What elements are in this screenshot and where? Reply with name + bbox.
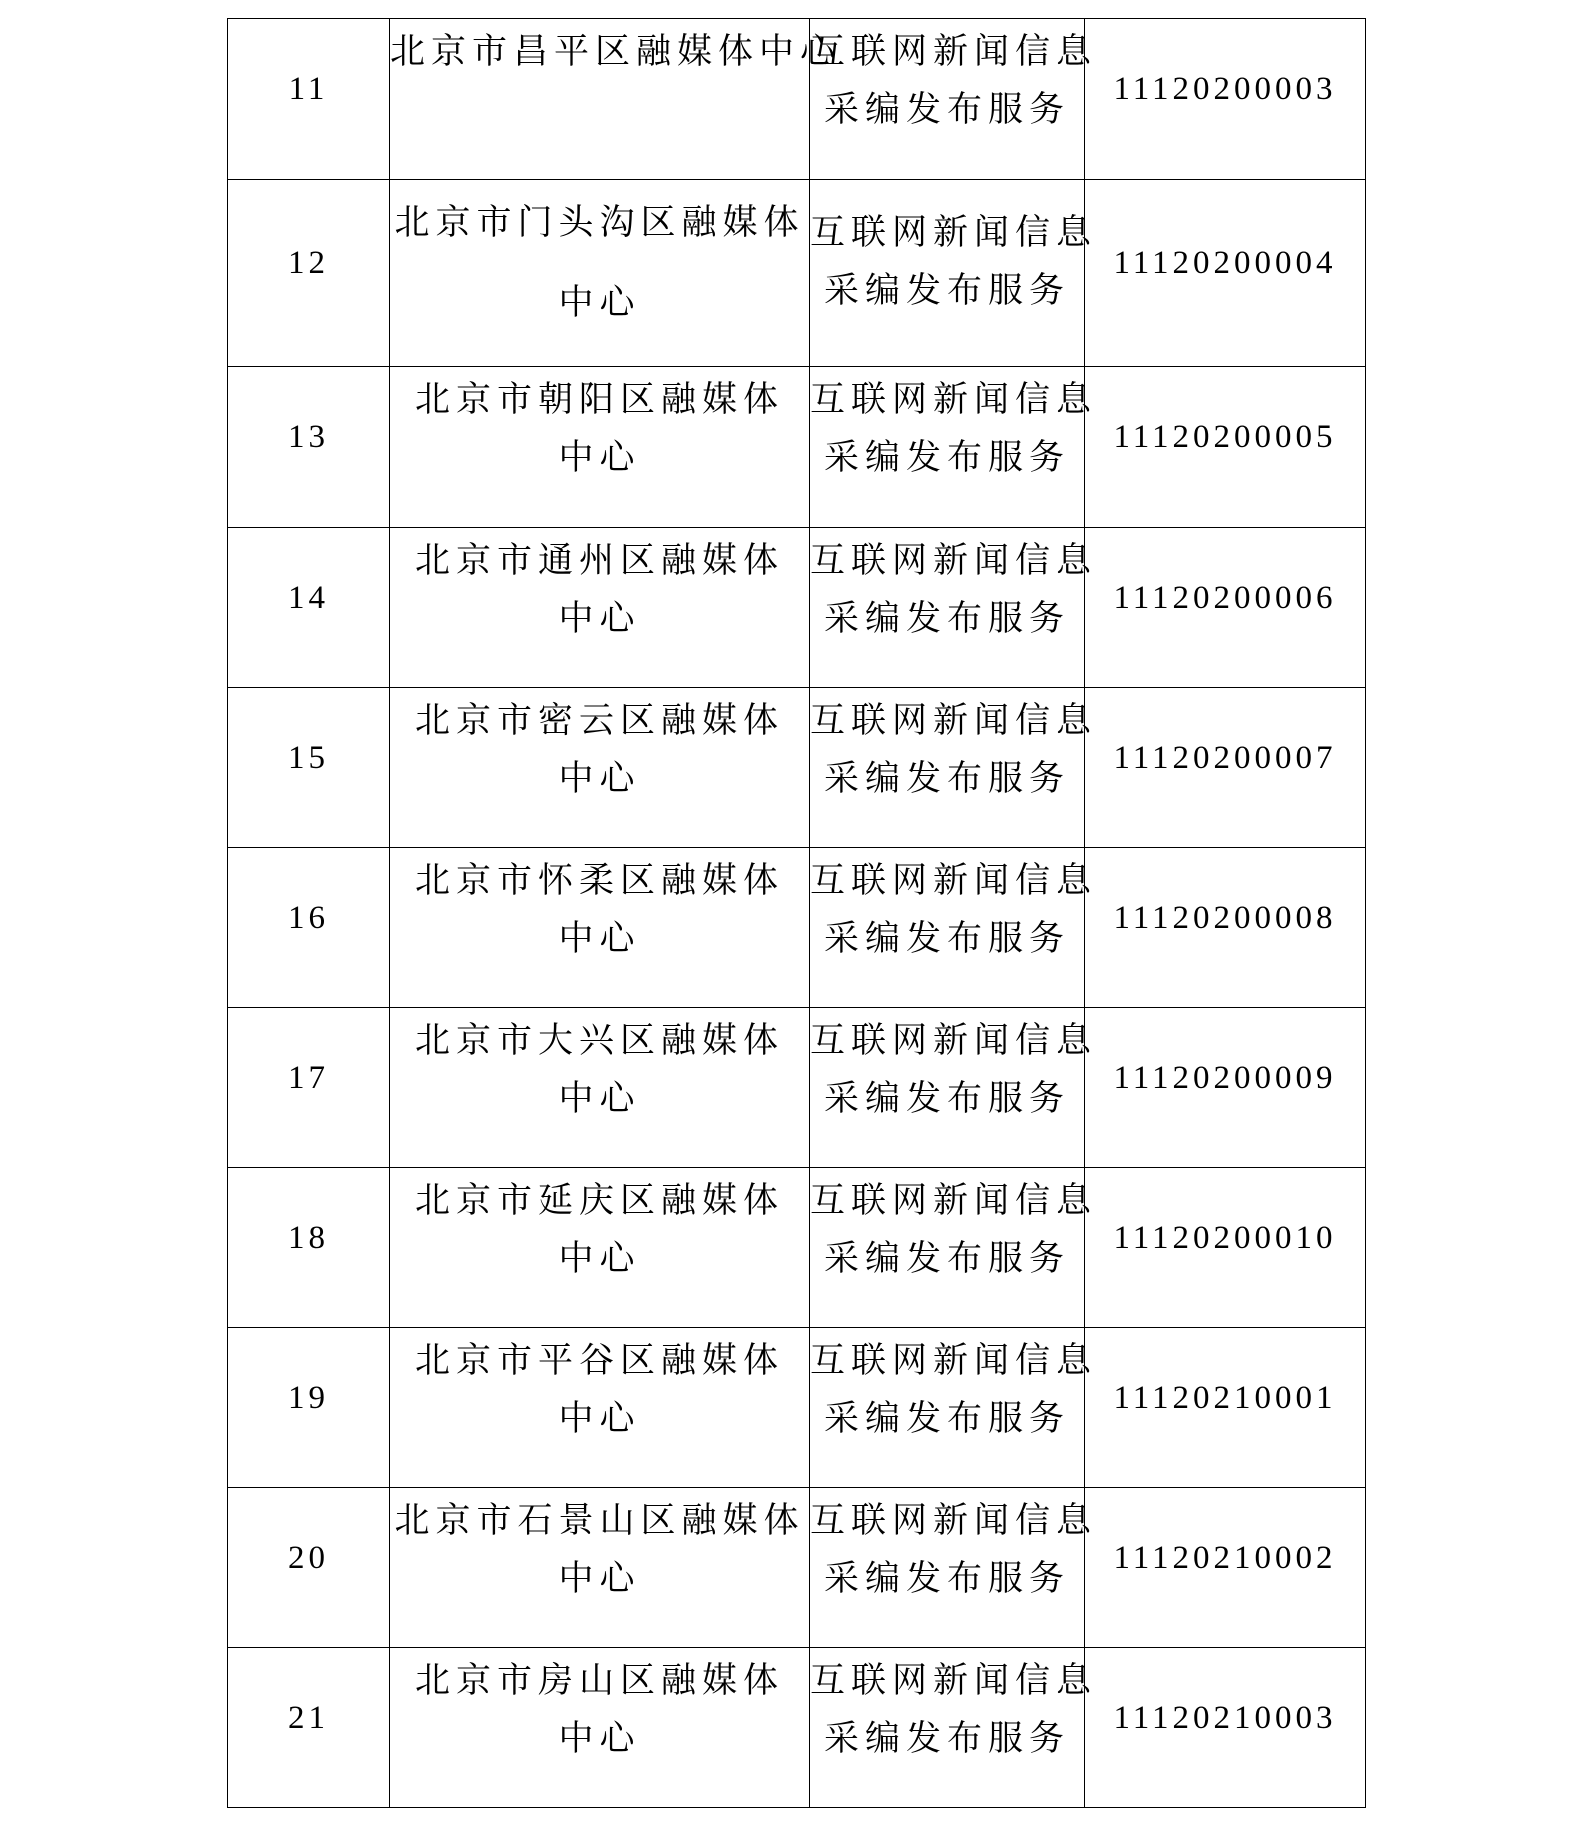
- service-type-line: 采编发布服务: [823, 1399, 1070, 1439]
- service-type-line: 互联网新闻信息: [810, 213, 1098, 253]
- table-row: [228, 688, 1366, 848]
- table-row: [228, 180, 1366, 367]
- organization-name: [390, 1168, 810, 1328]
- service-type-line: 采编发布服务: [823, 271, 1070, 311]
- organization-name-line: 北京市门头沟区融媒体: [394, 203, 805, 243]
- organization-name-line: 北京市通州区融媒体: [414, 541, 784, 581]
- organization-name-line: 中心: [558, 1079, 641, 1119]
- service-type-line: 互联网新闻信息: [810, 1661, 1098, 1701]
- service-type: [810, 848, 1098, 1008]
- table-row: [228, 367, 1366, 528]
- service-type-line: 采编发布服务: [823, 919, 1070, 959]
- license-code: 11120210002: [1085, 1488, 1366, 1648]
- organization-name-line: 北京市石景山区融媒体: [394, 1501, 805, 1541]
- organization-name: [390, 848, 810, 1008]
- service-type-line: 采编发布服务: [823, 599, 1070, 639]
- service-type-line: 采编发布服务: [823, 1079, 1070, 1119]
- license-code: 11120210003: [1085, 1648, 1366, 1808]
- service-type-line: 互联网新闻信息: [810, 861, 1098, 901]
- table-row: [228, 848, 1366, 1008]
- organization-name-line: 北京市大兴区融媒体: [414, 1021, 784, 1061]
- row-number: 12: [228, 180, 390, 367]
- table-row: [228, 1328, 1366, 1488]
- table-row: [228, 528, 1366, 688]
- service-type: [810, 367, 1098, 528]
- table-row: [228, 1648, 1366, 1808]
- registry-table: [227, 18, 1366, 1808]
- organization-name-line: 北京市怀柔区融媒体: [414, 861, 784, 901]
- row-number: 15: [228, 688, 390, 848]
- service-type-line: 互联网新闻信息: [810, 1021, 1098, 1061]
- organization-name: [390, 1488, 810, 1648]
- organization-name-line: 北京市房山区融媒体: [414, 1661, 784, 1701]
- license-code: 11120200004: [1085, 180, 1366, 367]
- service-type-line: 互联网新闻信息: [810, 380, 1098, 420]
- row-number: 19: [228, 1328, 390, 1488]
- service-type-line: 采编发布服务: [823, 1239, 1070, 1279]
- service-type: [810, 1008, 1098, 1168]
- service-type: [810, 1648, 1098, 1808]
- table-row: [228, 19, 1366, 180]
- row-number: 16: [228, 848, 390, 1008]
- license-code: 11120200006: [1085, 528, 1366, 688]
- row-number: 11: [228, 19, 390, 180]
- service-type: [810, 180, 1098, 367]
- row-number: 20: [228, 1488, 390, 1648]
- service-type-line: 采编发布服务: [823, 759, 1070, 799]
- organization-name-line: 中心: [558, 1719, 641, 1759]
- service-type-line: 采编发布服务: [823, 90, 1070, 130]
- organization-name-line: 中心: [558, 1239, 641, 1279]
- service-type-line: 互联网新闻信息: [810, 1501, 1098, 1541]
- table-row: [228, 1008, 1366, 1168]
- service-type-line: 采编发布服务: [823, 438, 1070, 478]
- organization-name-line: 中心: [558, 919, 641, 959]
- organization-name-line: 中心: [558, 599, 641, 639]
- organization-name: [390, 1328, 810, 1488]
- service-type-line: 互联网新闻信息: [810, 541, 1098, 581]
- organization-name: [390, 367, 810, 528]
- registry-table-body: [228, 19, 1366, 1808]
- service-type-line: 采编发布服务: [823, 1719, 1070, 1759]
- service-type: [810, 19, 1098, 180]
- organization-name-line: 中心: [558, 1559, 641, 1599]
- license-code: 11120200003: [1085, 19, 1366, 180]
- organization-name-line: 中心: [558, 438, 641, 478]
- organization-name: [390, 19, 842, 180]
- service-type-line: 互联网新闻信息: [810, 32, 1098, 72]
- organization-name: [390, 180, 810, 367]
- organization-name-line: 北京市昌平区融媒体中心: [390, 32, 842, 72]
- table-row: [228, 1488, 1366, 1648]
- license-code: 11120200007: [1085, 688, 1366, 848]
- service-type-line: 互联网新闻信息: [810, 701, 1098, 741]
- organization-name: [390, 688, 810, 848]
- row-number: 21: [228, 1648, 390, 1808]
- license-code: 11120200010: [1085, 1168, 1366, 1328]
- organization-name-line: 北京市密云区融媒体: [414, 701, 784, 741]
- organization-name-line: 北京市平谷区融媒体: [414, 1341, 784, 1381]
- organization-name-line: 北京市延庆区融媒体: [414, 1181, 784, 1221]
- service-type: [810, 688, 1098, 848]
- organization-name-line: 中心: [558, 283, 641, 323]
- service-type-line: 互联网新闻信息: [810, 1341, 1098, 1381]
- service-type: [810, 1488, 1098, 1648]
- service-type-line: 互联网新闻信息: [810, 1181, 1098, 1221]
- license-code: 11120200008: [1085, 848, 1366, 1008]
- service-type-line: 采编发布服务: [823, 1559, 1070, 1599]
- row-number: 13: [228, 367, 390, 528]
- license-code: 11120200005: [1085, 367, 1366, 528]
- license-code: 11120210001: [1085, 1328, 1366, 1488]
- service-type: [810, 1328, 1098, 1488]
- organization-name: [390, 528, 810, 688]
- row-number: 17: [228, 1008, 390, 1168]
- organization-name: [390, 1008, 810, 1168]
- organization-name: [390, 1648, 810, 1808]
- service-type: [810, 1168, 1098, 1328]
- organization-name-line: 中心: [558, 759, 641, 799]
- organization-name-line: 北京市朝阳区融媒体: [414, 380, 784, 420]
- table-row: [228, 1168, 1366, 1328]
- row-number: 14: [228, 528, 390, 688]
- license-code: 11120200009: [1085, 1008, 1366, 1168]
- organization-name-line: 中心: [558, 1399, 641, 1439]
- service-type: [810, 528, 1098, 688]
- row-number: 18: [228, 1168, 390, 1328]
